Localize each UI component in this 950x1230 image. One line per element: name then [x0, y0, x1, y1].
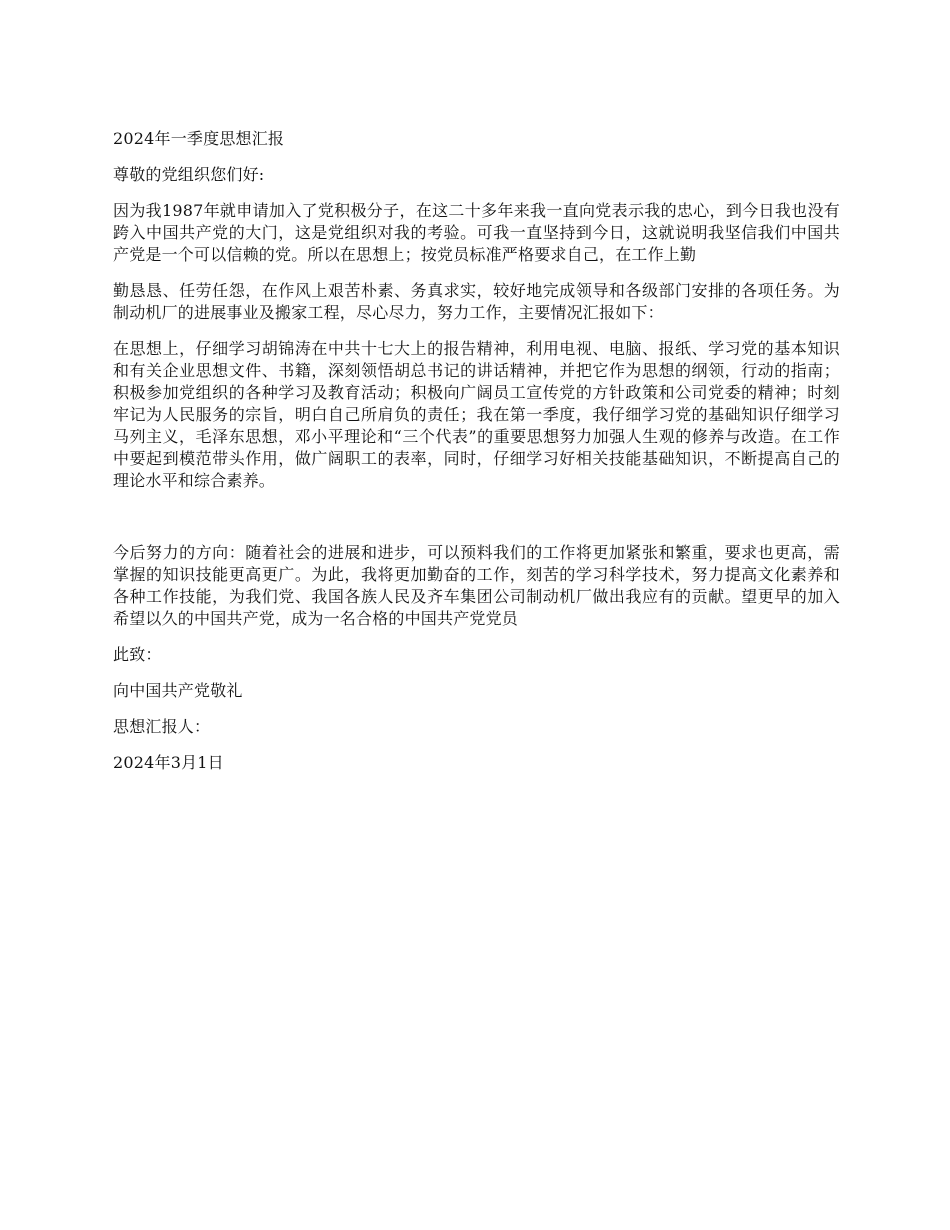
signature-label: 思想汇报人：: [113, 717, 211, 736]
closing-line: 此致：: [113, 645, 162, 664]
body-paragraph-4: 今后努力的方向：随着社会的进展和进步，可以预料我们的工作将更加紧张和繁重，要求也更高，需掌握的知识技能更高更广。为此，我将更加勤奋的工作，刻苦的学习科学技术，努力提高文化素养和各种工作技能，为我们党、我国各族人民及齐车集团公司制动机厂做出我应有的贡献。望更早的加入希望以久的中国共产党，成为一名合格的中国共产党党员: [113, 543, 840, 628]
salutation: 尊敬的党组织您们好:: [113, 165, 265, 184]
body-paragraph-2: 勤恳恳、任劳任怨，在作风上艰苦朴素、务真求实，较好地完成领导和各级部门安排的各项任务。为制动机厂的进展事业及搬家工程，尽心尽力，努力工作，主要情况汇报如下：: [113, 281, 840, 322]
body-paragraph-1: 因为我1987年就申请加入了党积极分子，在这二十多年来我一直向党表示我的忠心，到今日我也没有跨入中国共产党的大门，这是党组织对我的考验。可我一直坚持到今日，这就说明我坚信我们中国共产党是一个可以信赖的党。所以在思想上；按党员标准严格要求自己，在工作上勤: [113, 201, 840, 264]
salute-line: 向中国共产党敬礼: [113, 681, 243, 700]
document-date: 2024年3月1日: [113, 753, 224, 772]
document-title: 2024年一季度思想汇报: [113, 129, 285, 148]
document-page: [113, 128, 840, 788]
paragraph-gap: [113, 506, 840, 542]
body-paragraph-3: 在思想上，仔细学习胡锦涛在中共十七大上的报告精神，利用电视、电脑、报纸、学习党的基本知识和有关企业思想文件、书籍，深刻领悟胡总书记的讲话精神，并把它作为思想的纲领，行动的指南；积极参加党组织的各种学习及教育活动；积极向广阔员工宣传党的方针政策和公司党委的精神；时刻牢记为人民服务的宗旨，明白自己所肩负的责任；我在第一季度，我仔细学习党的基础知识仔细学习马列主义，毛泽东思想，邓小平理论和“三个代表”的重要思想努力加强人生观的修养与改造。在工作中要起到模范带头作用，做广阔职工的表率，同时，仔细学习好相关技能基础知识，不断提高自己的理论水平和综合素养。: [113, 339, 840, 490]
